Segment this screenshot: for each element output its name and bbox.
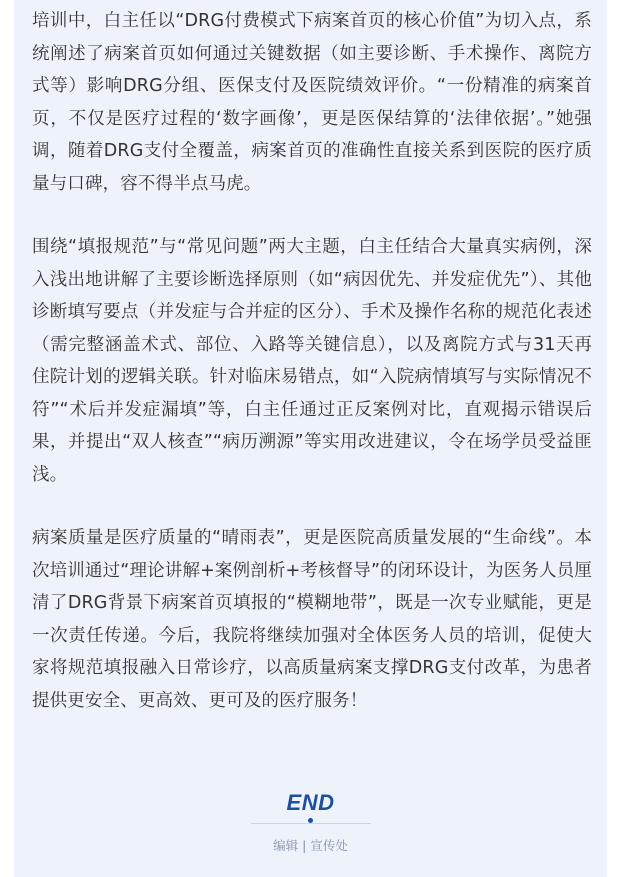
- article-paragraph-3: 病案质量是医疗质量的“晴雨表”，更是医院高质量发展的“生命线”。本次培训通过“理论讲解+案例剖析+考核督导”的闭环设计，为医务人员厘清了DRG背景下病案首页填报的“模糊地带”，既是一次专业赋能，更是一次责任传递。今后，我院将继续加强对全体医务人员的培训，促使大家将规范填报融入日常诊疗，以高质量病案支撑DRG支付改革，为患者提供更安全、更高效、更可及的医疗服务！: [32, 528, 592, 711]
- article-paragraph-2: 围绕“填报规范”与“常见问题”两大主题，白主任结合大量真实病例，深入浅出地讲解了主要诊断选择原则（如“病因优先、并发症优先”）、其他诊断填写要点（并发症与合并症的区分）、手术及操作名称的规范化表述（需完整涵盖术式、部位、入路等关键信息），以及离院方式与31天再住院计划的逻辑关联。针对临床易错点，如“入院病情填写与实际情况不符”“术后并发症漏填”等，白主任通过正反案例对比，直观揭示错误后果，并提出“双人核查”“病历溯源”等实用改进建议，令在场学员受益匪浅。: [32, 237, 592, 485]
- article-body: [14, 0, 607, 877]
- end-label: END: [286, 790, 335, 815]
- credit-separator: |: [302, 838, 307, 853]
- end-marker: [14, 790, 607, 823]
- article-paragraph-1: 培训中，白主任以“DRG付费模式下病案首页的核心价值”为切入点，系统阐述了病案首页如何通过关键数据（如主要诊断、手术操作、离院方式等）影响DRG分组、医保支付及医院绩效评价。“一份精准的病案首页，不仅是医疗过程的‘数字画像’，更是医保结算的‘法律依据’。”她强调，随着DRG支付全覆盖，病案首页的准确性直接关系到医院的医疗质量与口碑，容不得半点马虎。: [32, 11, 592, 194]
- editor-value: 宣传处: [310, 838, 348, 853]
- editor-label: 编辑: [273, 838, 299, 853]
- end-divider: [251, 823, 371, 824]
- editor-credit: [14, 836, 607, 854]
